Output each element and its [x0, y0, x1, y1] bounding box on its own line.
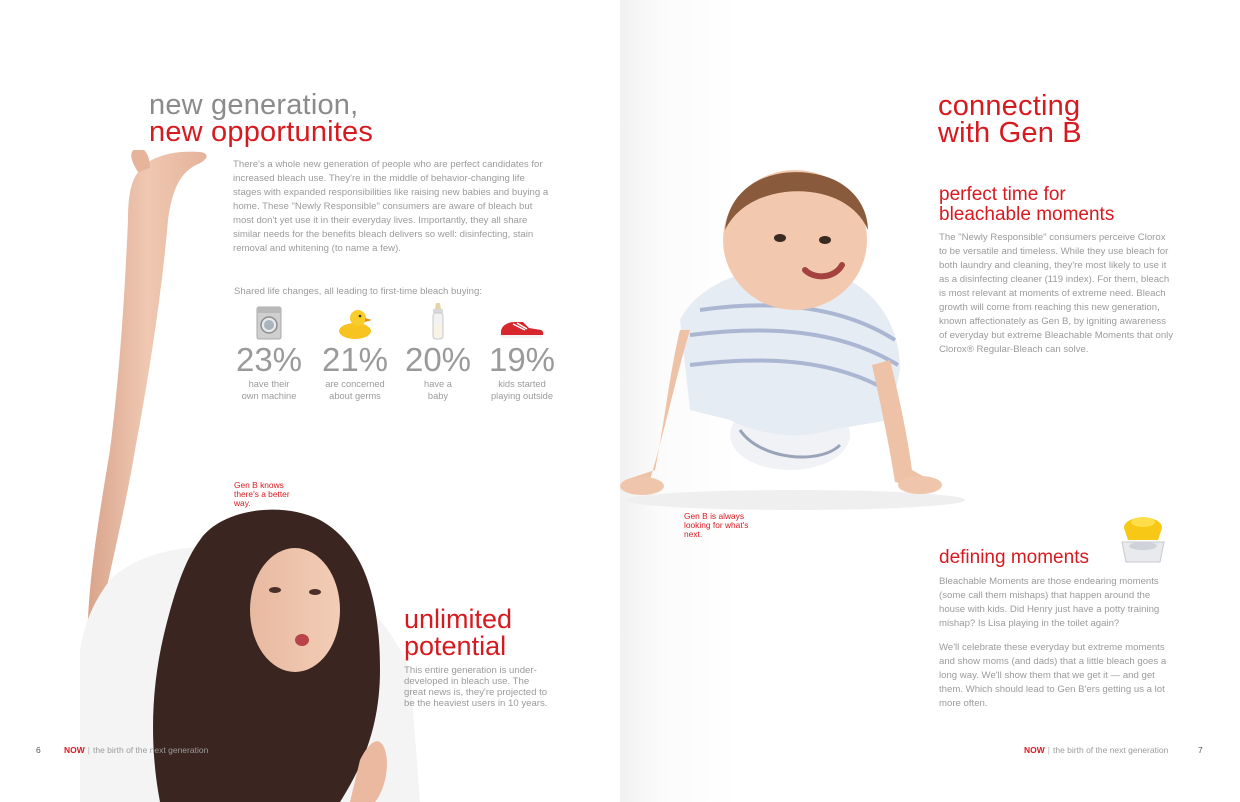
subheading-perfect-time-line1: perfect time for	[939, 184, 1066, 205]
footer-separator: |	[1047, 745, 1050, 755]
potential-heading-line2: potential	[404, 631, 507, 661]
page-heading-line1: new generation,	[149, 89, 359, 121]
potty-seat-icon	[1114, 508, 1172, 568]
stat-outside	[477, 304, 567, 402]
intro-paragraph: There's a whole new generation of people who are perfect candidates for increased bleach use. They're in the middle of behavior-changing life stages with expanded responsibilities like raising new babies and buying a home. These "Newly Responsible" consumers are aware of bleach but most don't yet use it in their everyday lives. Importantly, they all share similar needs for the benefits bleach delivers so well: disinfecting, stain removal and whitening (to name a few).	[233, 159, 549, 254]
photo-caption: Gen B knows there's a better way.	[234, 480, 290, 508]
footer-tagline: the birth of the next generation	[93, 745, 209, 755]
potential-heading-line1: unlimited	[404, 604, 513, 634]
page-heading-line2: with Gen B	[938, 117, 1082, 149]
stat-baby	[393, 304, 483, 402]
stat-value: 19%	[488, 341, 556, 378]
subheading-defining-moments: defining moments	[939, 547, 1089, 568]
page-heading-line2: new opportunites	[149, 116, 374, 148]
perfect-time-paragraph: The "Newly Responsible" consumers perceive Clorox to be versatile and timeless. While they use bleach for both laundry and cleaning, they're most likely to use it as a disinfecting cleaner (119 index). For them, bleach is most relevant at moments of extreme need. Bleach growth will come from reaching this new generation, known affectionately as Gen B, by igniting awareness of everyday but extreme Bleachable Moments that only Clorox® Regular-Bleach can solve.	[939, 232, 1174, 355]
stat-value: 20%	[404, 341, 472, 378]
baby-photo	[620, 160, 970, 510]
footer-brand: NOW	[1024, 745, 1045, 755]
potential-text: This entire generation is under-developed in bleach use. The great news is, they're projected to be the heaviest users in 10 years.	[404, 665, 548, 709]
stat-own-machine	[224, 304, 314, 402]
defining-moments-paragraph-1: Bleachable Moments are those endearing moments (some call them mishaps) that happen around the house with kids. Did Henry just have a potty training mishap? Is Lisa playing in the toilet again?	[939, 576, 1160, 629]
footer-left	[64, 745, 208, 755]
stat-label: have a baby	[424, 379, 452, 401]
sneaker-icon	[499, 318, 545, 340]
baby-bottle-icon	[430, 302, 446, 340]
subheading-perfect-time-line2: bleachable moments	[939, 204, 1115, 225]
stat-label: have their own machine	[241, 379, 297, 401]
stats-intro: Shared life changes, all leading to first-time bleach buying:	[234, 286, 482, 297]
footer-right	[1024, 745, 1168, 755]
defining-moments-paragraph-2: We'll celebrate these everyday but extreme moments and show moms (and dads) that a little bleach goes a long way. We'll show them that we get it — and get them. Which should lead to Gen B'ers getting us a lot more often.	[939, 642, 1167, 709]
stat-label: kids started playing outside	[490, 379, 554, 401]
right-page	[620, 0, 1240, 802]
baby-caption: Gen B is always looking for what's next.	[684, 511, 749, 539]
stat-value: 23%	[235, 341, 303, 378]
stat-label: are concerned about germs	[325, 379, 385, 401]
page-number: 7	[1198, 745, 1203, 755]
rubber-duck-icon	[337, 308, 373, 340]
stat-value: 21%	[321, 341, 389, 378]
page-number: 6	[36, 745, 41, 755]
footer-brand: NOW	[64, 745, 85, 755]
stat-germs	[310, 304, 400, 402]
footer-separator: |	[87, 745, 90, 755]
page-heading-line1: connecting	[938, 90, 1081, 122]
footer-tagline: the birth of the next generation	[1053, 745, 1169, 755]
washing-machine-icon	[256, 306, 282, 340]
